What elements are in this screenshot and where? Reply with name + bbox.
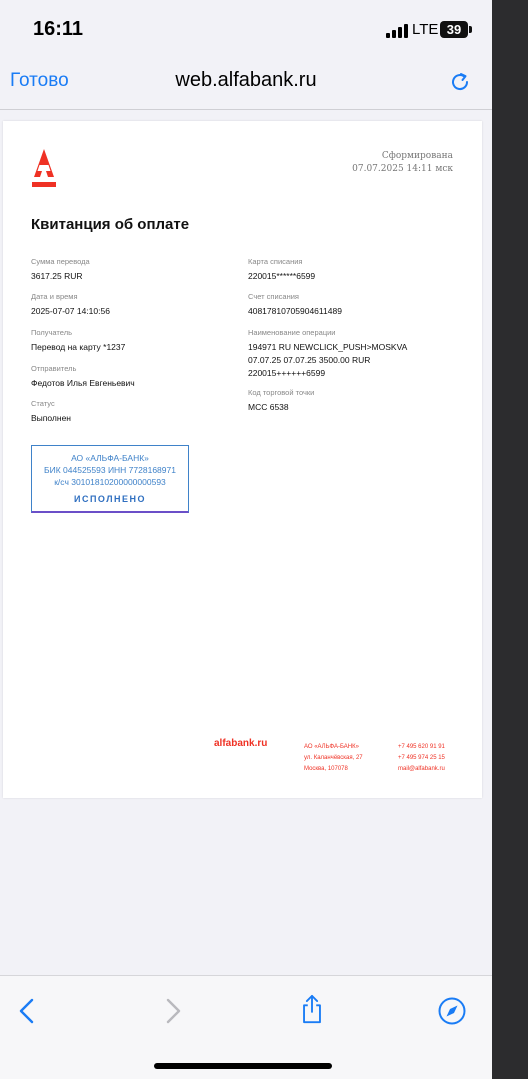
footer-address-line: Москва, 107078: [304, 766, 348, 772]
field-label: Статус: [31, 399, 55, 408]
battery-icon: 39: [440, 21, 468, 38]
footer-phone: +7 495 974 25 15: [398, 755, 445, 761]
formed-info: [352, 150, 453, 176]
field-value: 40817810705904611489: [248, 306, 342, 316]
status-bar: [0, 0, 492, 58]
field-label: Сумма перевода: [31, 257, 90, 266]
footer-email[interactable]: mail@alfabank.ru: [398, 766, 445, 772]
field-value: 2025-07-07 14:10:56: [31, 306, 110, 316]
network-type: LTE: [412, 21, 439, 38]
field-value-line: 07.07.25 07.07.25 3500.00 RUR: [248, 355, 371, 365]
field-value: 220015******6599: [248, 271, 316, 281]
footer-address: [304, 742, 363, 775]
footer-phone: +7 495 620 91 91: [398, 744, 445, 750]
field-label: Счет списания: [248, 292, 299, 301]
field-label: Наименование операции: [248, 328, 336, 337]
field-debit-card: [248, 257, 315, 282]
share-icon[interactable]: [297, 994, 327, 1024]
field-label: Дата и время: [31, 292, 78, 301]
stamp-bank-name: АО «АЛЬФА-БАНК»: [71, 453, 149, 463]
field-value-line: 220015++++++6599: [248, 368, 326, 378]
battery-tip: [469, 26, 472, 33]
browser-nav-bar: [0, 58, 492, 110]
formed-date: 07.07.2025 14:11 мск: [352, 164, 453, 174]
field-value: Перевод на карту *1237: [31, 342, 126, 352]
alfa-logo-icon: [30, 149, 58, 189]
footer-contacts: [398, 742, 445, 775]
field-value: MCC 6538: [248, 402, 289, 412]
reload-icon[interactable]: [446, 68, 474, 96]
chevron-left-icon[interactable]: [13, 996, 43, 1026]
done-button[interactable]: Готово: [10, 70, 69, 91]
stamp-bik-inn: БИК 044525593 ИНН 7728168971: [44, 465, 176, 475]
home-indicator: [154, 1063, 332, 1069]
field-value-line: 194971 RU NEWCLICK_PUSH>MOSKVA: [248, 342, 408, 352]
field-value: Федотов Илья Евгеньевич: [31, 378, 135, 388]
field-recipient: [31, 328, 125, 353]
field-merchant-code: [248, 388, 314, 413]
field-debit-account: [248, 292, 342, 317]
field-amount: [31, 257, 90, 282]
field-value: 3617.25 RUR: [31, 271, 83, 281]
signal-icon: [386, 24, 408, 38]
status-time: 16:11: [33, 18, 84, 40]
formed-label: Сформирована: [381, 151, 453, 161]
field-label: Код торговой точки: [248, 388, 315, 397]
url-label: web.alfabank.ru: [175, 69, 317, 91]
field-value: Выполнен: [31, 413, 71, 423]
field-label: Отправитель: [31, 364, 77, 373]
footer-address-line: ул. Каланчёвская, 27: [304, 755, 363, 761]
field-label: Получатель: [31, 328, 72, 337]
side-strip: [492, 0, 528, 1079]
receipt-title: Квитанция об оплате: [31, 216, 190, 233]
footer-address-line: АО «АЛЬФА-БАНК»: [304, 744, 359, 750]
compass-icon[interactable]: [437, 996, 467, 1026]
field-sender: [31, 364, 135, 389]
field-datetime: [31, 292, 110, 317]
stamp-status: ИСПОЛНЕНО: [73, 494, 147, 504]
receipt-document: [3, 121, 482, 798]
chevron-right-icon[interactable]: [157, 996, 187, 1026]
bank-stamp: [31, 445, 189, 513]
field-status: [31, 399, 71, 424]
footer-brand-link[interactable]: alfabank.ru: [214, 738, 268, 749]
stamp-account: к/сч 30101810200000000593: [54, 477, 166, 487]
field-operation-name: [248, 328, 407, 379]
field-label: Карта списания: [248, 257, 303, 266]
